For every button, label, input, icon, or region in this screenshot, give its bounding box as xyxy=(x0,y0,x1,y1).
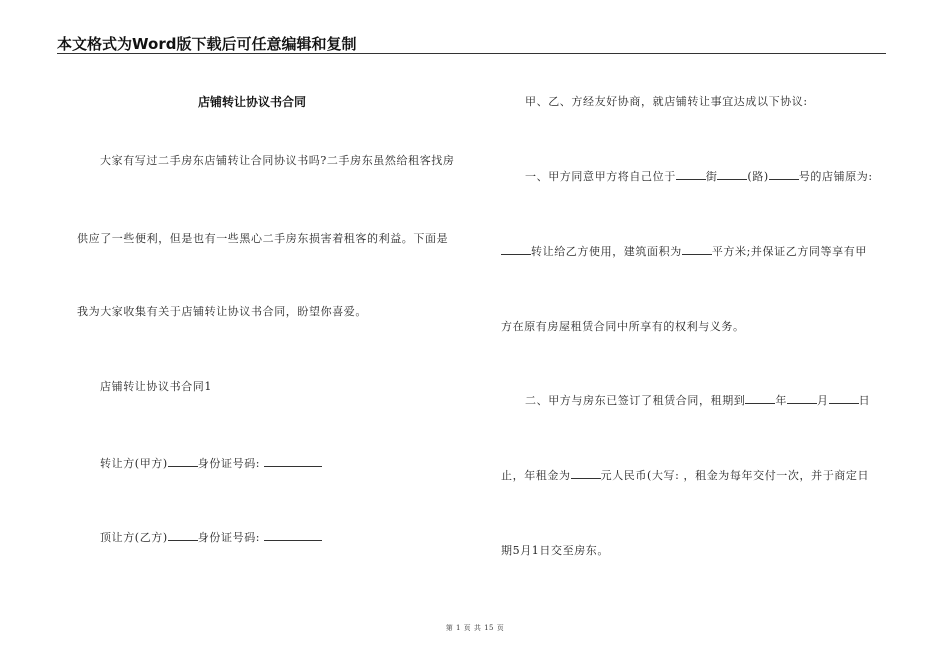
intro-line-3: 我为大家收集有关于店铺转让协议书合同，盼望你喜爱。 xyxy=(77,305,367,318)
road-blank xyxy=(717,169,747,180)
agreement-preamble: 甲、乙、方经友好协商，就店铺转让事宜达成以下协议: xyxy=(525,95,808,108)
street-blank xyxy=(676,169,706,180)
clause-2-line-3: 期5月1日交至房东。 xyxy=(501,544,609,557)
lease-day-blank xyxy=(829,393,859,404)
number-blank xyxy=(769,169,799,180)
transferee-id-blank xyxy=(264,530,322,541)
document-title: 店铺转让协议书合同 xyxy=(198,95,307,109)
annual-rent-blank xyxy=(571,468,601,479)
transferor-label: 转让方(甲方) xyxy=(100,457,168,470)
transferee-row xyxy=(100,529,322,545)
intro-line-1: 大家有写过二手房东店铺转让合同协议书吗?二手房东虽然给租客找房 xyxy=(100,154,455,167)
shop-use-blank xyxy=(501,244,531,255)
lease-month-blank xyxy=(787,393,817,404)
intro-line-2: 供应了一些便利，但是也有一些黑心二手房东损害着租客的利益。下面是 xyxy=(77,232,449,245)
transferor-row xyxy=(100,455,322,471)
clause-1-line-3: 方在原有房屋租赁合同中所享有的权利与义务。 xyxy=(501,320,745,333)
transferor-id-blank xyxy=(264,456,322,467)
clause-1-line-2: 转让给乙方使用，建筑面积为 平方米;并保证乙方同等享有甲 xyxy=(501,243,867,259)
transferee-name-blank xyxy=(168,530,198,541)
transferee-id-label: 身份证号码: xyxy=(197,531,261,544)
clause-2-line-2: 止，年租金为 元人民币(大写: ，租金为每年交付一次，并于商定日 xyxy=(501,469,870,482)
page-footer: 第 1 页 共 15 页 xyxy=(445,624,505,632)
contract-subheading: 店铺转让协议书合同1 xyxy=(100,380,212,393)
transferor-name-blank xyxy=(168,456,198,467)
lease-year-blank xyxy=(745,393,775,404)
area-blank xyxy=(682,244,712,255)
clause-1-line-1: 一、甲方同意甲方将自己位于 街 (路) 号的店铺原为: xyxy=(525,170,873,183)
transferee-label: 顶让方(乙方) xyxy=(100,531,168,544)
header-banner: 本文格式为Word版下载后可任意编辑和复制 xyxy=(57,35,357,53)
clause-2-line-1: 二、甲方与房东已签订了租赁合同，租期到 年 月 日 xyxy=(525,394,871,407)
header-divider xyxy=(57,53,886,54)
transferor-id-label: 身份证号码: xyxy=(197,457,261,470)
